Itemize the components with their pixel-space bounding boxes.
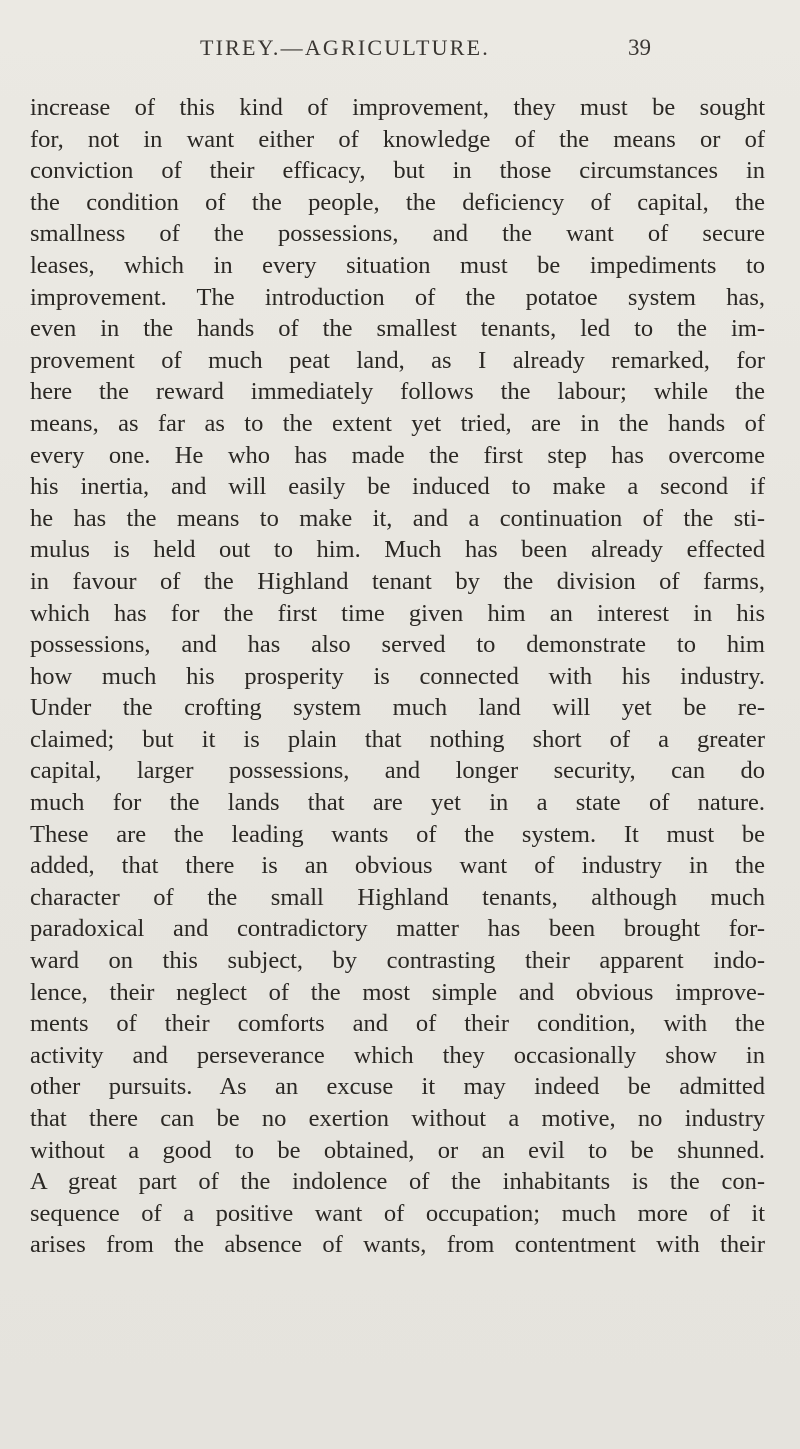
page-number: 39 xyxy=(628,35,651,60)
text-line: here the reward immediately follows the labour; while the xyxy=(30,378,765,406)
text-line: much for the lands that are yet in a state of nature. xyxy=(30,789,765,817)
text-line: without a good to be obtained, or an evil to be shunned. xyxy=(30,1136,765,1164)
text-line: capital, larger possessions, and longer security, can do xyxy=(30,757,765,785)
text-line: character of the small Highland tenants, although much xyxy=(30,883,765,911)
text-line: improvement. The introduction of the potatoe system has, xyxy=(30,283,765,311)
text-line: ments of their comforts and of their condition, with the xyxy=(30,1010,765,1038)
text-line: even in the hands of the smallest tenants, led to the im- xyxy=(30,315,765,343)
text-line: which has for the first time given him an interest in his xyxy=(30,599,765,627)
text-line: for, not in want either of knowledge of the means or of xyxy=(30,125,765,153)
text-line: smallness of the possessions, and the want of secure xyxy=(30,220,765,248)
text-line: ward on this subject, by contrasting their apparent indo- xyxy=(30,947,765,975)
text-line: every one. He who has made the first step has overcome xyxy=(30,441,765,469)
text-line: in favour of the Highland tenant by the division of farms, xyxy=(30,567,765,595)
text-line: arises from the absence of wants, from contentment with their xyxy=(30,1231,765,1259)
text-line: mulus is held out to him. Much has been already effected xyxy=(30,536,765,564)
running-head xyxy=(0,28,800,68)
text-line: he has the means to make it, and a continuation of the sti- xyxy=(30,504,765,532)
text-line: added, that there is an obvious want of industry in the xyxy=(30,852,765,880)
text-line: leases, which in every situation must be impediments to xyxy=(30,251,765,279)
text-line: A great part of the indolence of the inhabitants is the con- xyxy=(30,1168,765,1196)
text-line: conviction of their efficacy, but in those circumstances in xyxy=(30,157,765,185)
text-line: provement of much peat land, as I already remarked, for xyxy=(30,346,765,374)
text-line: sequence of a positive want of occupation; much more of it xyxy=(30,1199,765,1227)
text-line: the condition of the people, the deficiency of capital, the xyxy=(30,188,765,216)
text-line: These are the leading wants of the system. It must be xyxy=(30,820,765,848)
text-line: claimed; but it is plain that nothing short of a greater xyxy=(30,725,765,753)
text-line: his inertia, and will easily be induced to make a second if xyxy=(30,473,765,501)
running-title: TIREY.—AGRICULTURE. xyxy=(200,35,490,60)
text-line: Under the crofting system much land will yet be re- xyxy=(30,694,765,722)
body-text xyxy=(30,92,765,1261)
text-line: means, as far as to the extent yet tried, are in the hands of xyxy=(30,409,765,437)
text-line: that there can be no exertion without a motive, no industry xyxy=(30,1105,765,1132)
text-line: lence, their neglect of the most simple and obvious improve- xyxy=(30,978,765,1006)
text-line: how much his prosperity is connected with his industry. xyxy=(30,662,765,690)
text-line: other pursuits. As an excuse it may indeed be admitted xyxy=(30,1073,765,1101)
text-line: activity and perseverance which they occasionally show in xyxy=(30,1041,765,1069)
text-line: increase of this kind of improvement, they must be sought xyxy=(30,94,765,121)
text-line: paradoxical and contradictory matter has been brought for- xyxy=(30,915,765,943)
text-line: possessions, and has also served to demonstrate to him xyxy=(30,631,765,659)
